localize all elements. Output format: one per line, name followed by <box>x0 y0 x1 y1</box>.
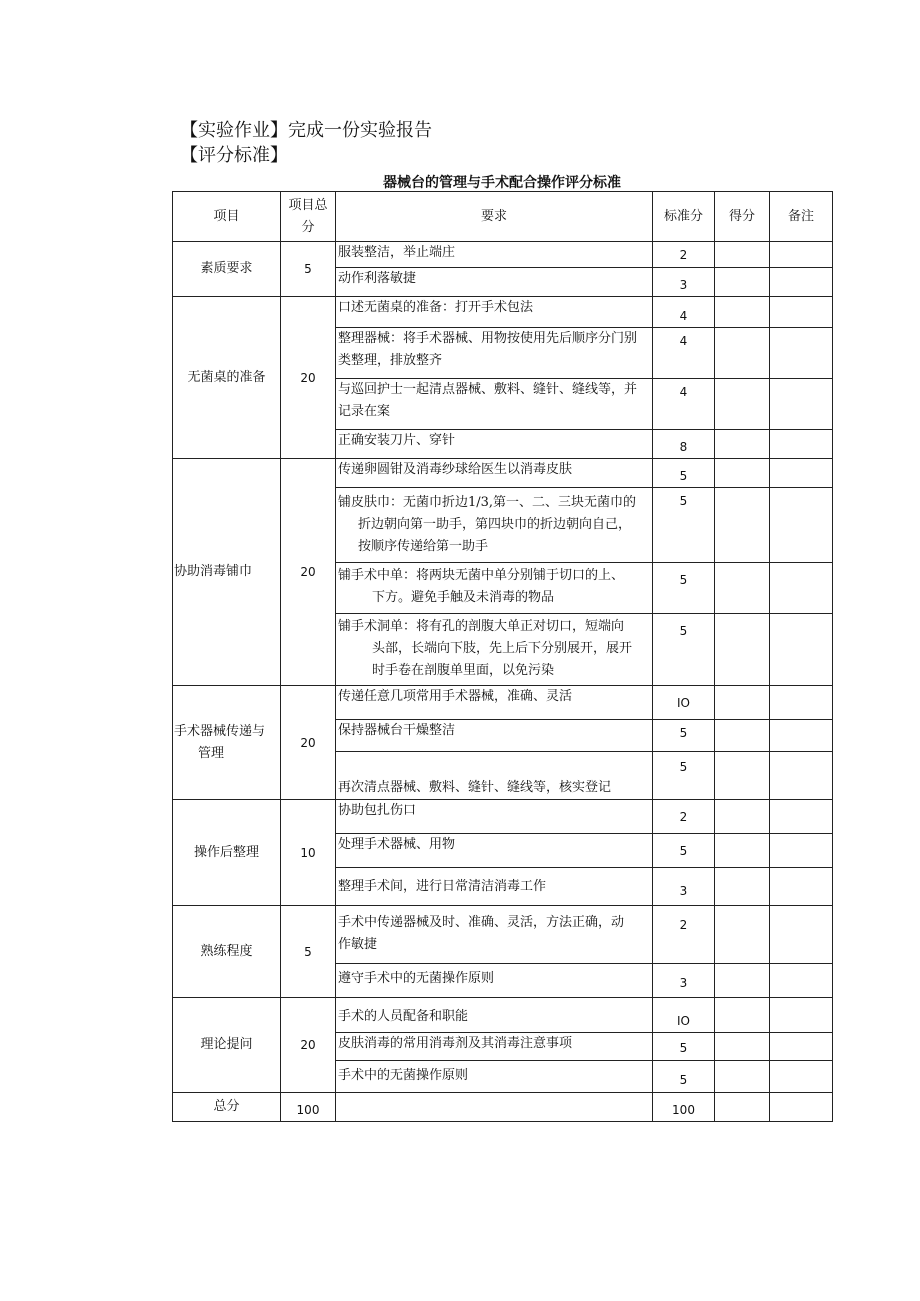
requirement-cell: 正确安装刀片、穿针 <box>336 430 653 459</box>
standard-score: 5 <box>653 720 715 752</box>
section-name: 素质要求 <box>173 242 281 297</box>
assignment-heading: 【实验作业】完成一份实验报告 <box>180 120 432 141</box>
score-cell <box>715 430 770 459</box>
score-cell <box>715 563 770 614</box>
header-total <box>281 192 336 242</box>
requirement-cell: 处理手术器械、用物 <box>336 834 653 868</box>
total-points: 100 <box>281 1093 336 1122</box>
table-row <box>173 686 833 720</box>
section-total: 5 <box>281 242 336 297</box>
note-cell <box>770 488 833 563</box>
score-cell <box>715 242 770 268</box>
score-cell <box>715 268 770 297</box>
table-header-row <box>173 192 833 242</box>
score-cell <box>715 1093 770 1122</box>
table-title: 器械台的管理与手术配合操作评分标准 <box>383 175 621 191</box>
requirement-cell: 手术中传递器械及时、准确、灵活，方法正确，动 作敏捷 <box>336 906 653 964</box>
score-cell <box>715 1061 770 1093</box>
requirement-cell: 遵守手术中的无菌操作原则 <box>336 964 653 998</box>
score-cell <box>715 964 770 998</box>
section-total: 20 <box>281 998 336 1093</box>
section-name: 手术器械传递与 管理 <box>173 686 281 800</box>
standard-score: IO <box>653 998 715 1033</box>
score-cell <box>715 686 770 720</box>
score-cell <box>715 834 770 868</box>
note-cell <box>770 430 833 459</box>
score-cell <box>715 868 770 906</box>
requirement-cell: 传递任意几项常用手术器械，准确、灵活 <box>336 686 653 720</box>
table-row <box>173 998 833 1033</box>
section-total: 10 <box>281 800 336 906</box>
note-cell <box>770 328 833 379</box>
standard-score: 5 <box>653 614 715 686</box>
table-row <box>173 800 833 834</box>
requirement-cell: 铺皮肤巾：无菌巾折边1/3,第一、二、三块无菌巾的 折边朝向第一助手，第四块巾的折边朝向自己， 按顺序传递给第一助手 <box>336 488 653 563</box>
requirement-cell: 铺手术中单：将两块无菌中单分别铺于切口的上、 下方。避免手触及未消毒的物品 <box>336 563 653 614</box>
score-cell <box>715 459 770 488</box>
table-row <box>173 297 833 328</box>
score-cell <box>715 614 770 686</box>
note-cell <box>770 998 833 1033</box>
standard-score: IO <box>653 686 715 720</box>
score-cell <box>715 379 770 430</box>
standard-score: 5 <box>653 1061 715 1093</box>
header-total-line2: 分 <box>301 219 315 235</box>
standard-score: 2 <box>653 242 715 268</box>
standard-score: 4 <box>653 297 715 328</box>
requirement-cell: 协助包扎伤口 <box>336 800 653 834</box>
note-cell <box>770 1033 833 1061</box>
requirement-cell: 服装整洁，举止端庄 <box>336 242 653 268</box>
section-total: 20 <box>281 297 336 459</box>
note-cell <box>770 242 833 268</box>
requirement-cell: 再次清点器械、敷料、缝针、缝线等，核实登记 <box>336 752 653 800</box>
header-standard: 标准分 <box>653 192 715 242</box>
note-cell <box>770 720 833 752</box>
total-standard: 100 <box>653 1093 715 1122</box>
requirement-cell: 手术中的无菌操作原则 <box>336 1061 653 1093</box>
standard-score: 3 <box>653 868 715 906</box>
requirement-cell: 整理器械：将手术器械、用物按使用先后顺序分门别 类整理，排放整齐 <box>336 328 653 379</box>
standard-score: 2 <box>653 800 715 834</box>
header-note: 备注 <box>770 192 833 242</box>
table-row <box>173 906 833 964</box>
note-cell <box>770 614 833 686</box>
requirement-cell: 与巡回护士一起清点器械、敷料、缝针、缝线等，并 记录在案 <box>336 379 653 430</box>
score-cell <box>715 1033 770 1061</box>
table-row <box>173 459 833 488</box>
requirement-cell: 传递卵圆钳及消毒纱球给医生以消毒皮肤 <box>336 459 653 488</box>
note-cell <box>770 297 833 328</box>
score-cell <box>715 906 770 964</box>
standard-score: 5 <box>653 834 715 868</box>
section-total: 20 <box>281 459 336 686</box>
note-cell <box>770 1061 833 1093</box>
standard-score: 2 <box>653 906 715 964</box>
section-total: 20 <box>281 686 336 800</box>
standard-score: 3 <box>653 268 715 297</box>
requirement-cell <box>336 1093 653 1122</box>
total-label: 总分 <box>173 1093 281 1122</box>
requirement-cell: 皮肤消毒的常用消毒剂及其消毒注意事项 <box>336 1033 653 1061</box>
requirement-cell: 动作利落敏捷 <box>336 268 653 297</box>
section-name: 熟练程度 <box>173 906 281 998</box>
section-total: 5 <box>281 906 336 998</box>
header-requirement: 要求 <box>336 192 653 242</box>
note-cell <box>770 834 833 868</box>
requirement-cell: 手术的人员配备和职能 <box>336 998 653 1033</box>
standard-score: 5 <box>653 563 715 614</box>
scoring-table <box>172 191 833 1122</box>
note-cell <box>770 686 833 720</box>
table-row <box>173 242 833 268</box>
section-name: 协助消毒铺巾 <box>173 459 281 686</box>
score-cell <box>715 752 770 800</box>
section-name: 无菌桌的准备 <box>173 297 281 459</box>
score-cell <box>715 800 770 834</box>
requirement-cell: 整理手术间，进行日常清洁消毒工作 <box>336 868 653 906</box>
score-cell <box>715 720 770 752</box>
note-cell <box>770 1093 833 1122</box>
header-score: 得分 <box>715 192 770 242</box>
requirement-cell: 口述无菌桌的准备：打开手术包法 <box>336 297 653 328</box>
note-cell <box>770 563 833 614</box>
note-cell <box>770 268 833 297</box>
standard-score: 4 <box>653 379 715 430</box>
standard-score: 5 <box>653 752 715 800</box>
standard-score: 5 <box>653 459 715 488</box>
standard-score: 3 <box>653 964 715 998</box>
criteria-heading: 【评分标准】 <box>180 145 288 166</box>
section-name: 理论提问 <box>173 998 281 1093</box>
note-cell <box>770 906 833 964</box>
note-cell <box>770 964 833 998</box>
note-cell <box>770 800 833 834</box>
score-cell <box>715 297 770 328</box>
score-cell <box>715 998 770 1033</box>
standard-score: 8 <box>653 430 715 459</box>
requirement-cell: 铺手术洞单：将有孔的剖腹大单正对切口，短端向 头部，长端向下肢，先上后下分别展开，展开 时手卷在剖腹单里面，以免污染 <box>336 614 653 686</box>
standard-score: 5 <box>653 488 715 563</box>
score-cell <box>715 328 770 379</box>
total-row <box>173 1093 833 1122</box>
header-item: 项目 <box>173 192 281 242</box>
standard-score: 4 <box>653 328 715 379</box>
requirement-cell: 保持器械台干燥整洁 <box>336 720 653 752</box>
header-total-line1: 项目总 <box>288 197 328 213</box>
note-cell <box>770 379 833 430</box>
note-cell <box>770 752 833 800</box>
section-name: 操作后整理 <box>173 800 281 906</box>
note-cell <box>770 868 833 906</box>
note-cell <box>770 459 833 488</box>
score-cell <box>715 488 770 563</box>
standard-score: 5 <box>653 1033 715 1061</box>
